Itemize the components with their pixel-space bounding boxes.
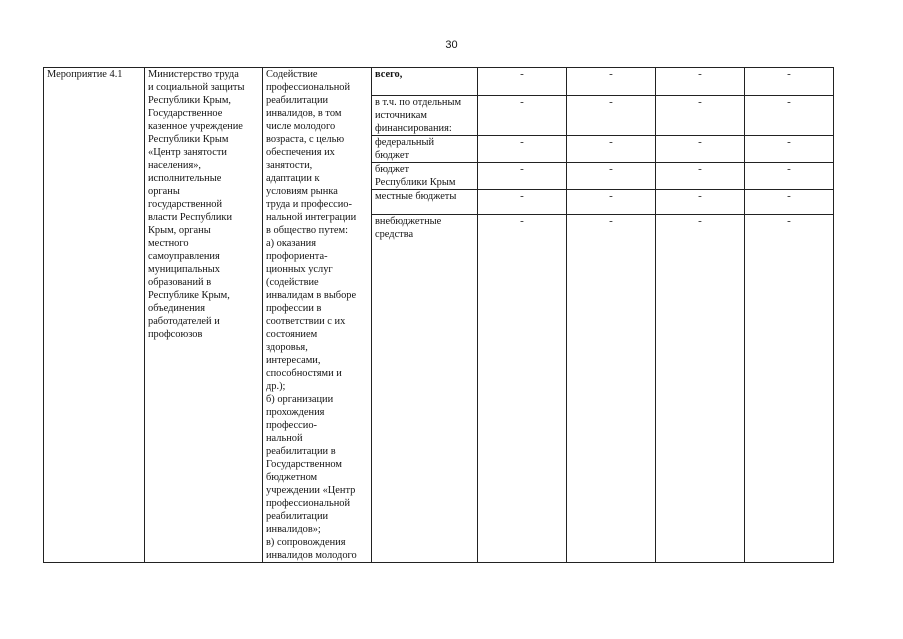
description-cell: Содействие профессиональной реабилитации инвалидов, в том числе молодого возраста, с целью обеспечения их занятости, адаптации к условиям рынка труда и профессио- нальной интеграции в общество путем: а) оказания профориента- ционных услуг (содействие инвалидам в выборе профессии в соответствии с их состоянием здоровья, интересами, способностями и др.); б) организации прохождения профессио- нальной реабилитации в Государственном бюджетном учреждении «Центр профессиональной реабилитации инвалидов»; в) сопровождения инвалидов молодого [263,68,372,563]
value-cell: - [478,136,567,163]
value-cell: - [656,96,745,136]
value-cell: - [745,163,834,190]
value-cell: - [567,136,656,163]
value-cell: - [656,68,745,96]
value-cell: - [478,96,567,136]
value-cell: - [567,163,656,190]
value-cell: - [745,136,834,163]
value-cell: - [478,68,567,96]
value-cell: - [478,163,567,190]
program-measures-table [43,67,834,563]
value-cell: - [656,215,745,563]
value-cell: - [745,68,834,96]
funding-source-cell: в т.ч. по отдельным источникам финансирования: [372,96,478,136]
measure-name-cell: Мероприятие 4.1 [44,68,145,563]
page-number: 30 [445,39,458,51]
funding-source-cell: внебюджетные средства [372,215,478,563]
funding-source-cell: федеральный бюджет [372,136,478,163]
value-cell: - [478,215,567,563]
value-cell: - [656,136,745,163]
value-cell: - [567,215,656,563]
value-cell: - [567,190,656,215]
value-cell: - [745,215,834,563]
value-cell: - [745,190,834,215]
value-cell: - [656,190,745,215]
table-row [44,68,834,96]
funding-source-cell: бюджет Республики Крым [372,163,478,190]
value-cell: - [745,96,834,136]
value-cell: - [567,68,656,96]
value-cell: - [567,96,656,136]
funding-source-cell: местные бюджеты [372,190,478,215]
value-cell: - [478,190,567,215]
funding-source-cell: всего, [372,68,478,96]
executors-cell: Министерство труда и социальной защиты Республики Крым, Государственное казенное учреждение Республики Крым «Центр занятости населения», исполнительные органы государственной власти Республики Крым, органы местного самоуправления муниципальных образований в Республике Крым, объединения работодателей и профсоюзов [145,68,263,563]
value-cell: - [656,163,745,190]
